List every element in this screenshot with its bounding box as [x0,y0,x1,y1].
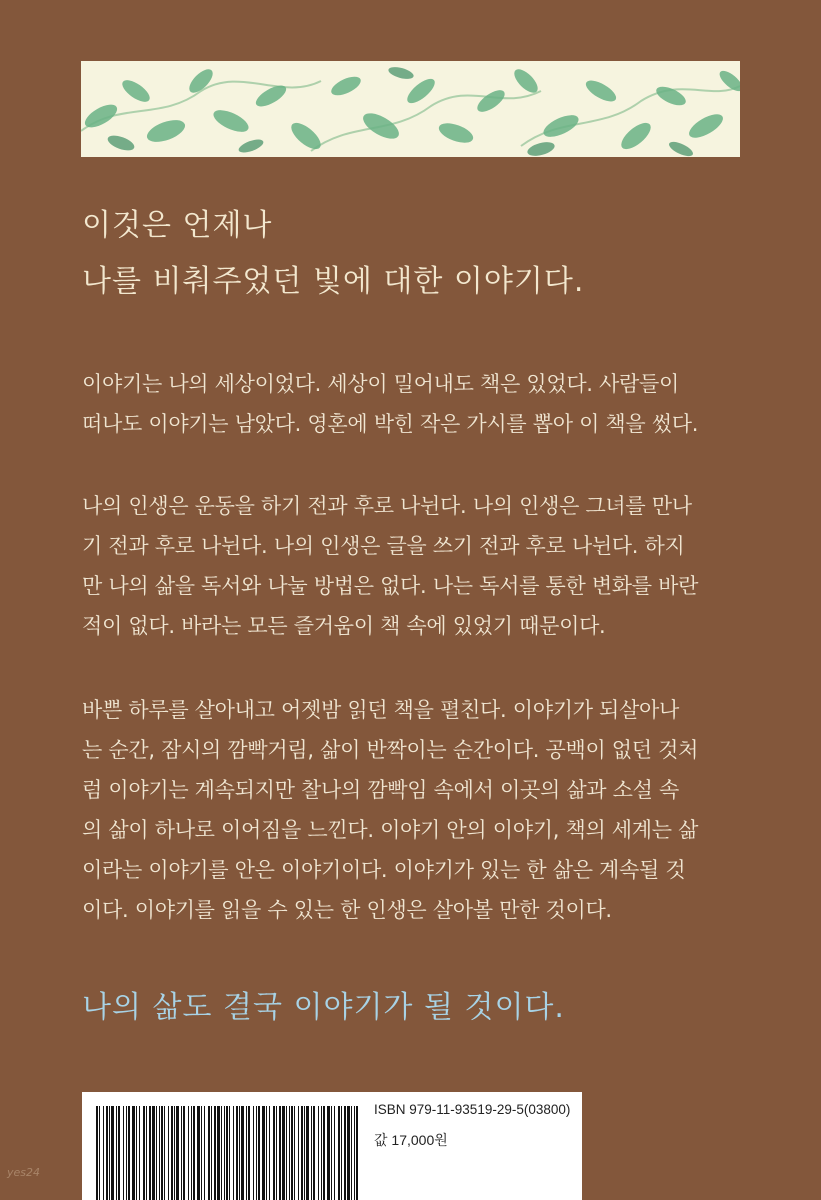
paragraph-line: 적이 없다. 바라는 모든 즐거움이 책 속에 있었기 때문이다. [82,614,606,638]
paragraph-line: 이야기는 나의 세상이었다. 세상이 밀어내도 책은 있었다. 사람들이 [82,372,679,396]
paragraph-line: 떠나도 이야기는 남았다. 영혼에 박힌 작은 가시를 뽑아 이 책을 썼다. [82,412,699,436]
paragraph-line: 만 나의 삶을 독서와 나눌 방법은 없다. 나는 독서를 통한 변화를 바란 [82,574,699,598]
paragraph-3 [82,690,742,930]
isbn-text: ISBN 979-11-93519-29-5(03800) [374,1102,571,1117]
paragraph-line: 는 순간, 잠시의 깜빡거림, 삶이 반짝이는 순간이다. 공백이 없던 것처 [82,738,699,762]
headline-line-2: 나를 비춰주었던 빛에 대한 이야기다. [82,264,585,299]
paragraph-line: 바쁜 하루를 살아내고 어젯밤 읽던 책을 펼친다. 이야기가 되살아나 [82,698,679,722]
headline-line-1: 이것은 언제나 [82,208,273,243]
price-text: 값 17,000원 [374,1132,448,1148]
paragraph-2 [82,486,742,646]
paragraph-line: 의 삶이 하나로 이어짐을 느낀다. 이야기 안의 이야기, 책의 세계는 삶 [82,818,699,842]
paragraph-line: 이다. 이야기를 읽을 수 있는 한 인생은 살아볼 만한 것이다. [82,898,612,922]
watermark-text: yes24 [7,1166,41,1179]
barcode-panel [82,1092,582,1200]
barcode-icon [96,1106,364,1200]
paragraph-1 [82,364,742,444]
closing-line: 나의 삶도 결국 이야기가 될 것이다. [82,990,565,1025]
leaf-pattern-icon [81,61,740,157]
leaf-illustration-banner [81,61,740,157]
paragraph-line: 럼 이야기는 계속되지만 찰나의 깜빡임 속에서 이곳의 삶과 소설 속 [82,778,679,802]
paragraph-line: 나의 인생은 운동을 하기 전과 후로 나뉜다. 나의 인생은 그녀를 만나 [82,494,692,518]
paragraph-line: 이라는 이야기를 안은 이야기이다. 이야기가 있는 한 삶은 계속될 것 [82,858,686,882]
paragraph-line: 기 전과 후로 나뉜다. 나의 인생은 글을 쓰기 전과 후로 나뉜다. 하지 [82,534,685,558]
